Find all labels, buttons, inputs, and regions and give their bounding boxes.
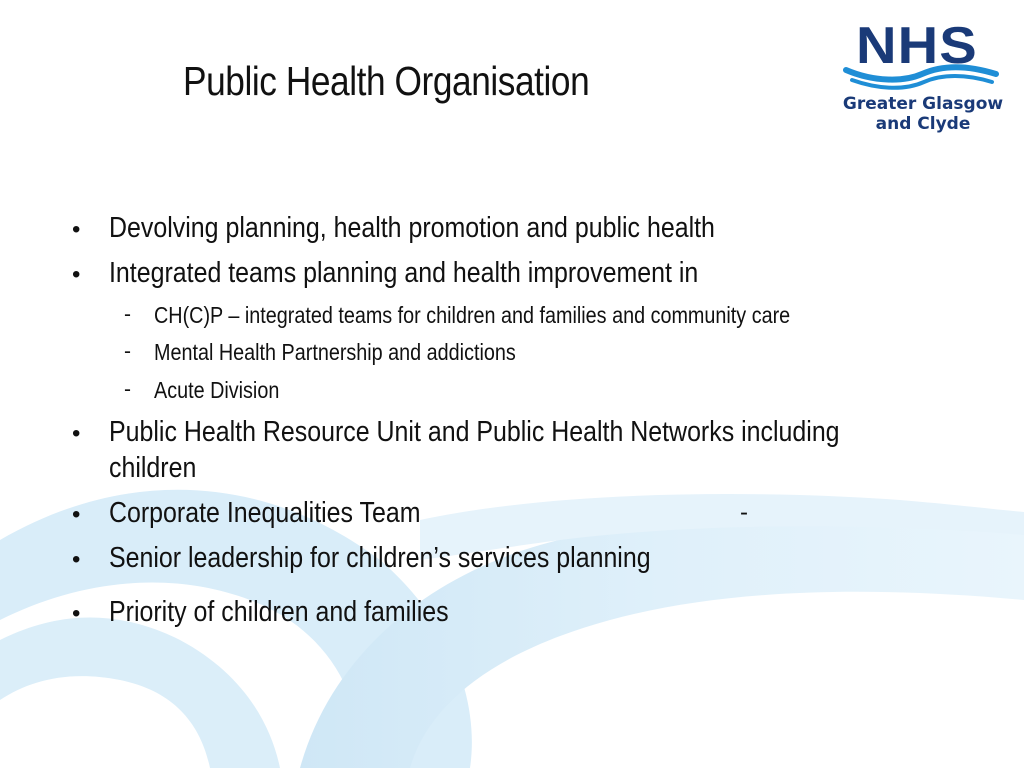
logo-line-1: Greater Glasgow: [842, 94, 1004, 114]
bullet-marker: •: [72, 420, 81, 447]
nhs-logo: [834, 14, 1012, 140]
dash-marker: -: [124, 378, 131, 401]
bullet-item: Senior leadership for children’s services planning: [109, 542, 651, 574]
bullet-marker: •: [72, 261, 81, 288]
wave-icon: [834, 14, 1012, 94]
nhs-wordmark: NHS: [856, 17, 978, 75]
bullet-marker: •: [72, 600, 81, 627]
bullet-item: Corporate Inequalities Team: [109, 497, 421, 529]
dash-marker: -: [124, 340, 131, 363]
bullet-marker: •: [72, 546, 81, 573]
sub-bullet-item: CH(C)P – integrated teams for children and families and community care: [154, 302, 791, 328]
slide-title: Public Health Organisation: [183, 58, 590, 104]
logo-line-2: and Clyde: [875, 114, 971, 134]
bullet-marker: •: [72, 501, 81, 528]
sub-bullet-item: Acute Division: [154, 377, 280, 403]
bullet-item-continuation: children: [109, 452, 197, 484]
bullet-item: Public Health Resource Unit and Public Health Networks including: [109, 416, 840, 448]
sub-bullet-item: Mental Health Partnership and addictions: [154, 339, 516, 365]
bullet-item: Integrated teams planning and health improvement in: [109, 257, 699, 289]
bullet-item: Devolving planning, health promotion and public health: [109, 212, 715, 244]
stray-dash: -: [740, 499, 748, 526]
dash-marker: -: [124, 303, 131, 326]
bullet-item: Priority of children and families: [109, 596, 449, 628]
bullet-marker: •: [72, 216, 81, 243]
